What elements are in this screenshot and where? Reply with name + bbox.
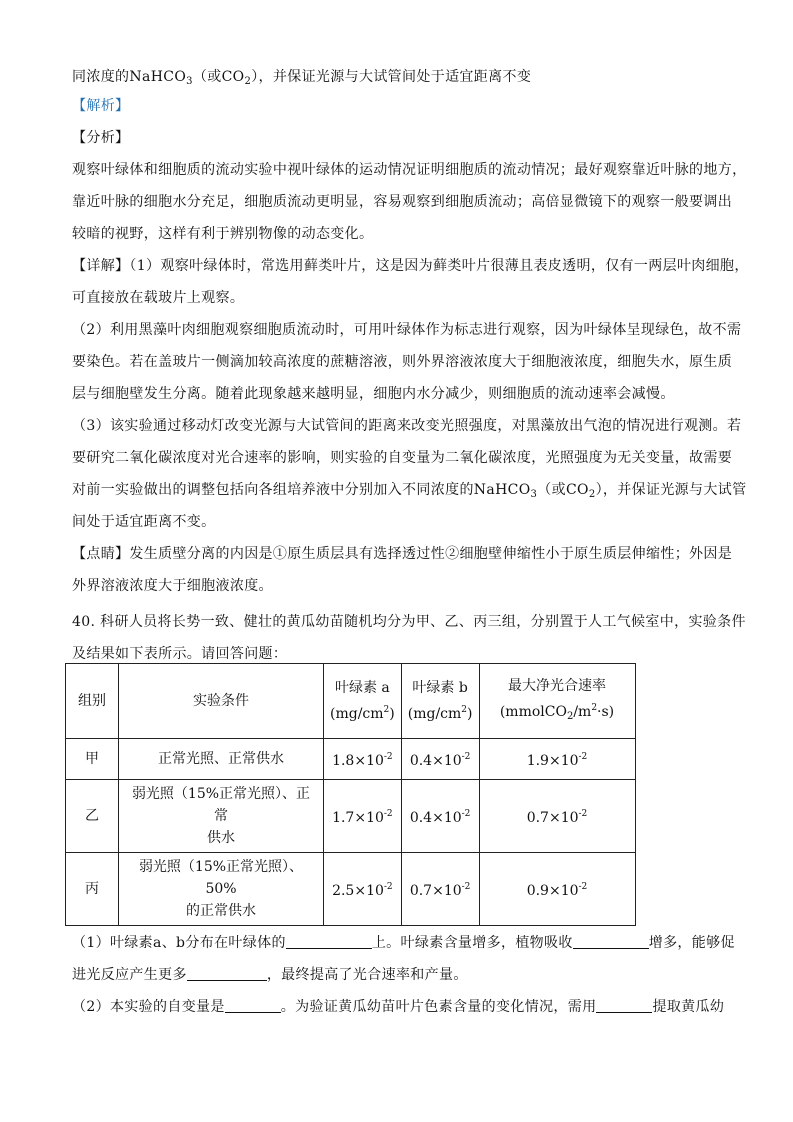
text: （2）本实验的自变量是	[72, 999, 225, 1015]
cell-rate	[479, 780, 635, 853]
detail-q2-line-2: 要染色。若在盖玻片一侧滴加较高浓度的蔗糖溶液，则外界溶液浓度大于细胞液浓度，细胞失水，原生质	[72, 354, 733, 370]
fill-blank[interactable]	[596, 998, 652, 1013]
header-rate	[479, 664, 635, 739]
fill-blank[interactable]	[573, 934, 649, 949]
detail-q3-line-3	[72, 480, 747, 505]
superscript: 2	[383, 705, 390, 715]
answer-1-line-1	[72, 933, 735, 953]
answer-1-line-2	[72, 965, 727, 985]
superscript: 2	[461, 705, 468, 715]
subscript: 3	[186, 76, 193, 87]
question-40-line-1: 40. 科研人员将长势一致、健壮的黄瓜幼苗随机均分为甲、乙、丙三组，分别置于人工气候室中，实验条件	[72, 614, 746, 630]
text: ，最终提高了光合速率和产量。	[266, 967, 468, 983]
fenxi-heading: 【分析】	[72, 130, 130, 146]
cell-chlb	[401, 853, 479, 926]
text: 0.7×10	[526, 810, 579, 826]
text: /m	[573, 703, 592, 720]
text: 提取黄瓜幼	[652, 999, 725, 1015]
text: 。为验证黄瓜幼苗叶片色素含量的变化情况，需用	[280, 999, 597, 1015]
table-row	[66, 780, 636, 853]
table-row	[66, 853, 636, 926]
text: 对前一实验做出的调整包括向各组培养液中分别加入不同浓度的NaHCO	[72, 482, 531, 498]
cell-group: 丙	[66, 853, 119, 926]
text: （或CO	[192, 69, 245, 85]
text: 的正常供水	[186, 903, 256, 919]
text: 上。叶绿素含量增多，植物吸收	[371, 935, 573, 951]
question-40-line-2: 及结果如下表所示。请回答问题：	[72, 646, 288, 662]
cell-condition	[119, 853, 324, 926]
cell-group: 乙	[66, 780, 119, 853]
text: 弱光照（15%正常光照）、正常	[131, 786, 311, 824]
text: 1.7×10	[332, 810, 384, 826]
text: 0.7×10	[409, 883, 462, 899]
cell-rate	[479, 739, 635, 780]
text: （或CO	[537, 482, 589, 498]
cell-chla	[324, 739, 402, 780]
cell-condition: 正常光照、正常供水	[119, 739, 324, 780]
text: (mmolCO	[499, 703, 567, 720]
header-group: 组别	[66, 664, 119, 739]
text: 同浓度的NaHCO	[72, 69, 187, 85]
detail-tag: 【详解】	[72, 258, 130, 274]
detail-q3-line-4: 间处于适宜距离不变。	[72, 514, 216, 530]
continuation-line	[72, 67, 727, 92]
cell-chlb	[401, 739, 479, 780]
header-condition: 实验条件	[119, 664, 324, 739]
text: 0.4×10	[409, 810, 462, 826]
detail-q3-line-1: （3）该实验通过移动灯改变光源与大试管间的距离来改变光照强度，对黑藻放出气泡的情况进行观测。若	[72, 418, 742, 434]
text: ），并保证光源与大试管	[595, 482, 747, 498]
subscript: 2	[566, 710, 574, 722]
text: (mg/cm	[330, 706, 384, 722]
superscript: -2	[578, 882, 588, 892]
text: 0.9×10	[526, 883, 579, 899]
header-chla	[324, 664, 402, 739]
detail-q2-line-1: （2）利用黑藻叶肉细胞观察细胞质流动时，可用叶绿体作为标志进行观察，因为叶绿体呈现绿色，故不需	[72, 322, 742, 338]
text: ），并保证光源与大试管间处于适宜距离不变	[251, 69, 532, 85]
text: 0.4×10	[409, 753, 462, 769]
header-chla-unit: $(mg/cm^2)$	[330, 705, 395, 722]
detail-line-1	[72, 256, 749, 276]
subscript: 3	[530, 489, 538, 500]
detail-line-2: 可直接放在载玻片上观察。	[72, 290, 245, 306]
cell-chla	[324, 780, 402, 853]
jiexi-heading: 【解析】	[72, 98, 130, 114]
cell-condition	[119, 780, 324, 853]
text: (mg/cm	[407, 706, 462, 722]
superscript: -2	[578, 752, 588, 762]
header-rate-unit	[486, 697, 629, 728]
dianjing-tag: 【点睛】	[72, 546, 130, 562]
text: 发生质壁分离的内因是①原生质层具有选择透过性②细胞壁伸缩性小于原生质层伸缩性；外因是	[129, 546, 733, 562]
results-table	[65, 663, 636, 926]
text: 1.8×10	[332, 753, 384, 769]
text: 供水	[207, 830, 235, 846]
text: 进光反应产生更多	[72, 967, 187, 983]
superscript: -2	[461, 809, 471, 819]
superscript: -2	[461, 882, 471, 892]
text: 1.9×10	[526, 753, 579, 769]
text: （1）叶绿素a、b分布在叶绿体的	[72, 935, 286, 951]
text: 2.5×10	[332, 883, 384, 899]
text: 弱光照（15%正常光照）、50%	[138, 859, 304, 897]
superscript: -2	[383, 809, 393, 819]
cell-chlb	[401, 780, 479, 853]
subscript: 2	[244, 76, 252, 87]
header-chla-label: 叶绿素 a	[334, 680, 390, 696]
superscript: -2	[578, 809, 588, 819]
dianjing-line-1	[72, 544, 733, 564]
superscript: -2	[383, 752, 393, 762]
table-header-row	[66, 664, 636, 739]
superscript: 2	[591, 702, 598, 713]
cell-group: 甲	[66, 739, 119, 780]
header-chlb-unit: $(mg/cm^2)$	[407, 705, 473, 722]
subscript: 2	[588, 489, 596, 500]
superscript: -2	[383, 882, 393, 892]
superscript: -2	[461, 752, 471, 762]
header-chlb	[401, 664, 479, 739]
cell-chla	[324, 853, 402, 926]
answer-2-line-1	[72, 997, 727, 1017]
fill-blank[interactable]	[286, 934, 372, 949]
cell-rate	[479, 853, 635, 926]
analysis-line-1: 观察叶绿体和细胞质的流动实验中视叶绿体的运动情况证明细胞质的流动情况；最好观察靠近叶脉的地方，	[72, 162, 747, 178]
header-chlb-label: 叶绿素 b	[412, 680, 468, 696]
analysis-line-2: 靠近叶脉的细胞水分充足，细胞质流动更明显，容易观察到细胞质流动；高倍显微镜下的观察一般要调出	[72, 194, 733, 210]
detail-q2-line-3: 层与细胞壁发生分离。随着此现象越来越明显，细胞内水分减少，则细胞质的流动速率会减慢。	[72, 386, 675, 402]
text: ·s)	[597, 703, 615, 720]
fill-blank[interactable]	[187, 966, 267, 981]
dianjing-line-2: 外界溶液浓度大于细胞液浓度。	[72, 578, 273, 594]
detail-q3-line-2: 要研究二氧化碳浓度对光合速率的影响，则实验的自变量为二氧化碳浓度，光照强度为无关变量，故需要	[72, 450, 733, 466]
text: （1）观察叶绿体时，常选用藓类叶片，这是因为藓类叶片很薄且表皮透明，仅有一两层叶肉细胞，	[129, 258, 749, 274]
text: 增多，能够促	[648, 935, 735, 951]
table-row	[66, 739, 636, 780]
header-rate-label: 最大净光合速率	[508, 677, 606, 694]
fill-blank[interactable]	[225, 998, 281, 1013]
analysis-line-3: 较暗的视野，这样有利于辨别物像的动态变化。	[72, 226, 374, 242]
